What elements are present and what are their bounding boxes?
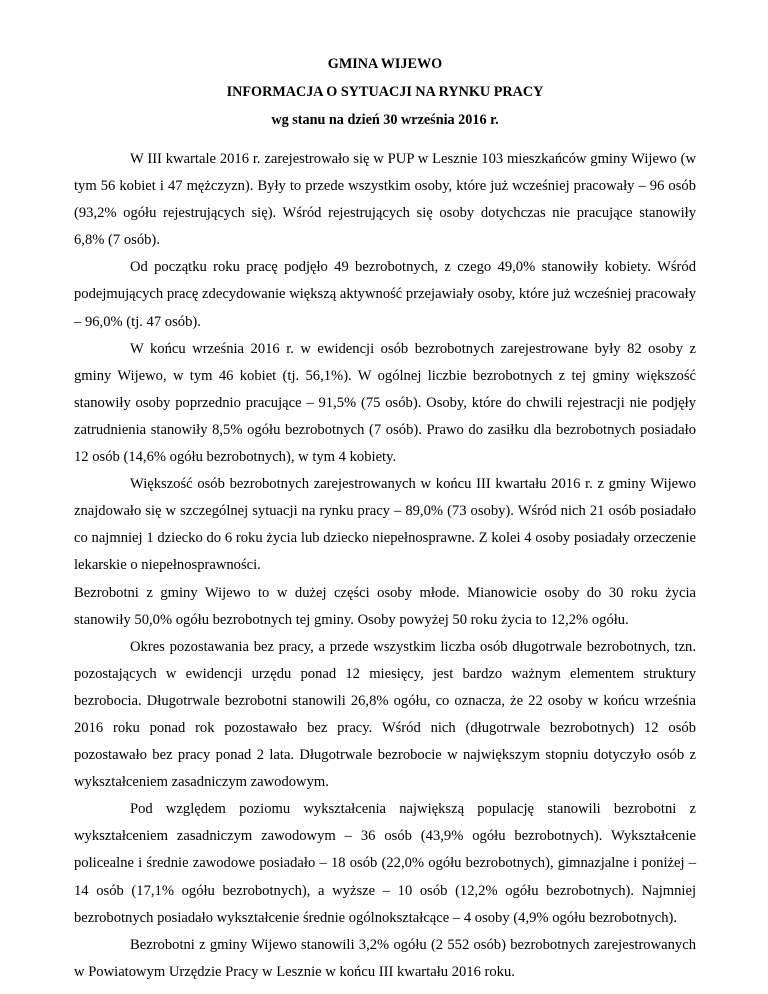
paragraph-share: Bezrobotni z gminy Wijewo stanowili 3,2% ogółu (2 552 osób) bezrobotnych zarejestrowanych w Powiatowym Urzędzie Pracy w Lesznie w końcu III kwartału 2016 roku.: [74, 936, 696, 980]
document-page: [74, 50, 696, 986]
paragraph-education: Pod względem poziomu wykształcenia największą populację stanowili bezrobotni z wykształceniem zasadniczym zawodowym – 36 osób (43,9% ogółu bezrobotnych). Wykształcenie policealne i średnie zawodowe posiadało – 18 osób (22,0% ogółu bezrobotnych), gimnazjalne i poniżej – 14 osób (17,1% ogółu bezrobotnych), a wyższe – 10 osób (12,2% ogółu bezrobotnych). Najmniej bezrobotnych posiadało wykształcenie średnie ogólnokształcące – 4 osoby (4,9% ogółu bezrobotnych).: [74, 801, 696, 926]
paragraph-long-term: Okres pozostawania bez pracy, a przede wszystkim liczba osób długotrwale bezrobotnych, tzn. pozostających w ewidencji urzędu ponad 12 miesięcy, jest bardzo ważnym elementem struktury bezrobocia. Długotrwale bezrobotni stanowili 26,8% ogółu, co oznacza, że 22 osoby w końcu września 2016 roku ponad rok pozostawało bez pracy. Wśród nich (długotrwale bezrobotnych) 12 osób pozostawało bez pracy ponad 2 lata. Długotrwale bezrobocie w największym stopniu dotyczyło osób z wykształceniem zasadniczym zawodowym.: [74, 638, 696, 791]
report-title: INFORMACJA O SYTUACJI NA RYNKU PRACY: [226, 84, 544, 100]
document-header: [74, 50, 696, 134]
paragraph-special-situation: Większość osób bezrobotnych zarejestrowanych w końcu III kwartału 2016 r. z gminy Wijewo znajdowało się w szczególnej sytuacji na rynku pracy – 89,0% (73 osoby). Wśród nich 21 osób posiadało co najmniej 1 dziecko do 6 roku życia lub dziecko niepełnosprawne. Z kolei 4 osoby posiadały orzeczenie lekarskie o niepełnosprawności.: [74, 476, 696, 574]
report-date: wg stanu na dzień 30 września 2016 r.: [271, 112, 499, 128]
document-body: [74, 146, 696, 986]
paragraph-age: Bezrobotni z gminy Wijewo to w dużej części osoby młode. Mianowicie osoby do 30 roku życia stanowiły 50,0% ogółu bezrobotnych tej gminy. Osoby powyżej 50 roku życia to 12,2% ogółu.: [74, 584, 696, 628]
paragraph-registrations: W III kwartale 2016 r. zarejestrowało się w PUP w Lesznie 103 mieszkańców gminy Wijewo (w tym 56 kobiet i 47 mężczyzn). Były to przede wszystkim osoby, które już wcześniej pracowały – 96 osób (93,2% ogółu rejestrujących się). Wśród rejestrujących się osoby dotychczas nie pracujące stanowiły 6,8% (7 osób).: [74, 151, 696, 249]
paragraph-unemployed-total: W końcu września 2016 r. w ewidencji osób bezrobotnych zarejestrowane były 82 osoby z gminy Wijewo, w tym 46 kobiet (tj. 56,1%). W ogólnej liczbie bezrobotnych z tej gminy większość stanowiły osoby poprzednio pracujące – 91,5% (75 osób). Osoby, które do chwili rejestracji nie podjęły zatrudnienia stanowiły 8,5% ogółu bezrobotnych (7 osób). Prawo do zasiłku dla bezrobotnych posiadało 12 osób (14,6% ogółu bezrobotnych), w tym 4 kobiety.: [74, 340, 696, 466]
paragraph-employment: Od początku roku pracę podjęło 49 bezrobotnych, z czego 49,0% stanowiły kobiety. Wśród podejmujących pracę zdecydowanie większą aktywność przejawiały osoby, które już wcześniej pracowały – 96,0% (tj. 47 osób).: [74, 259, 696, 330]
municipality-title: GMINA WIJEWO: [327, 56, 443, 72]
